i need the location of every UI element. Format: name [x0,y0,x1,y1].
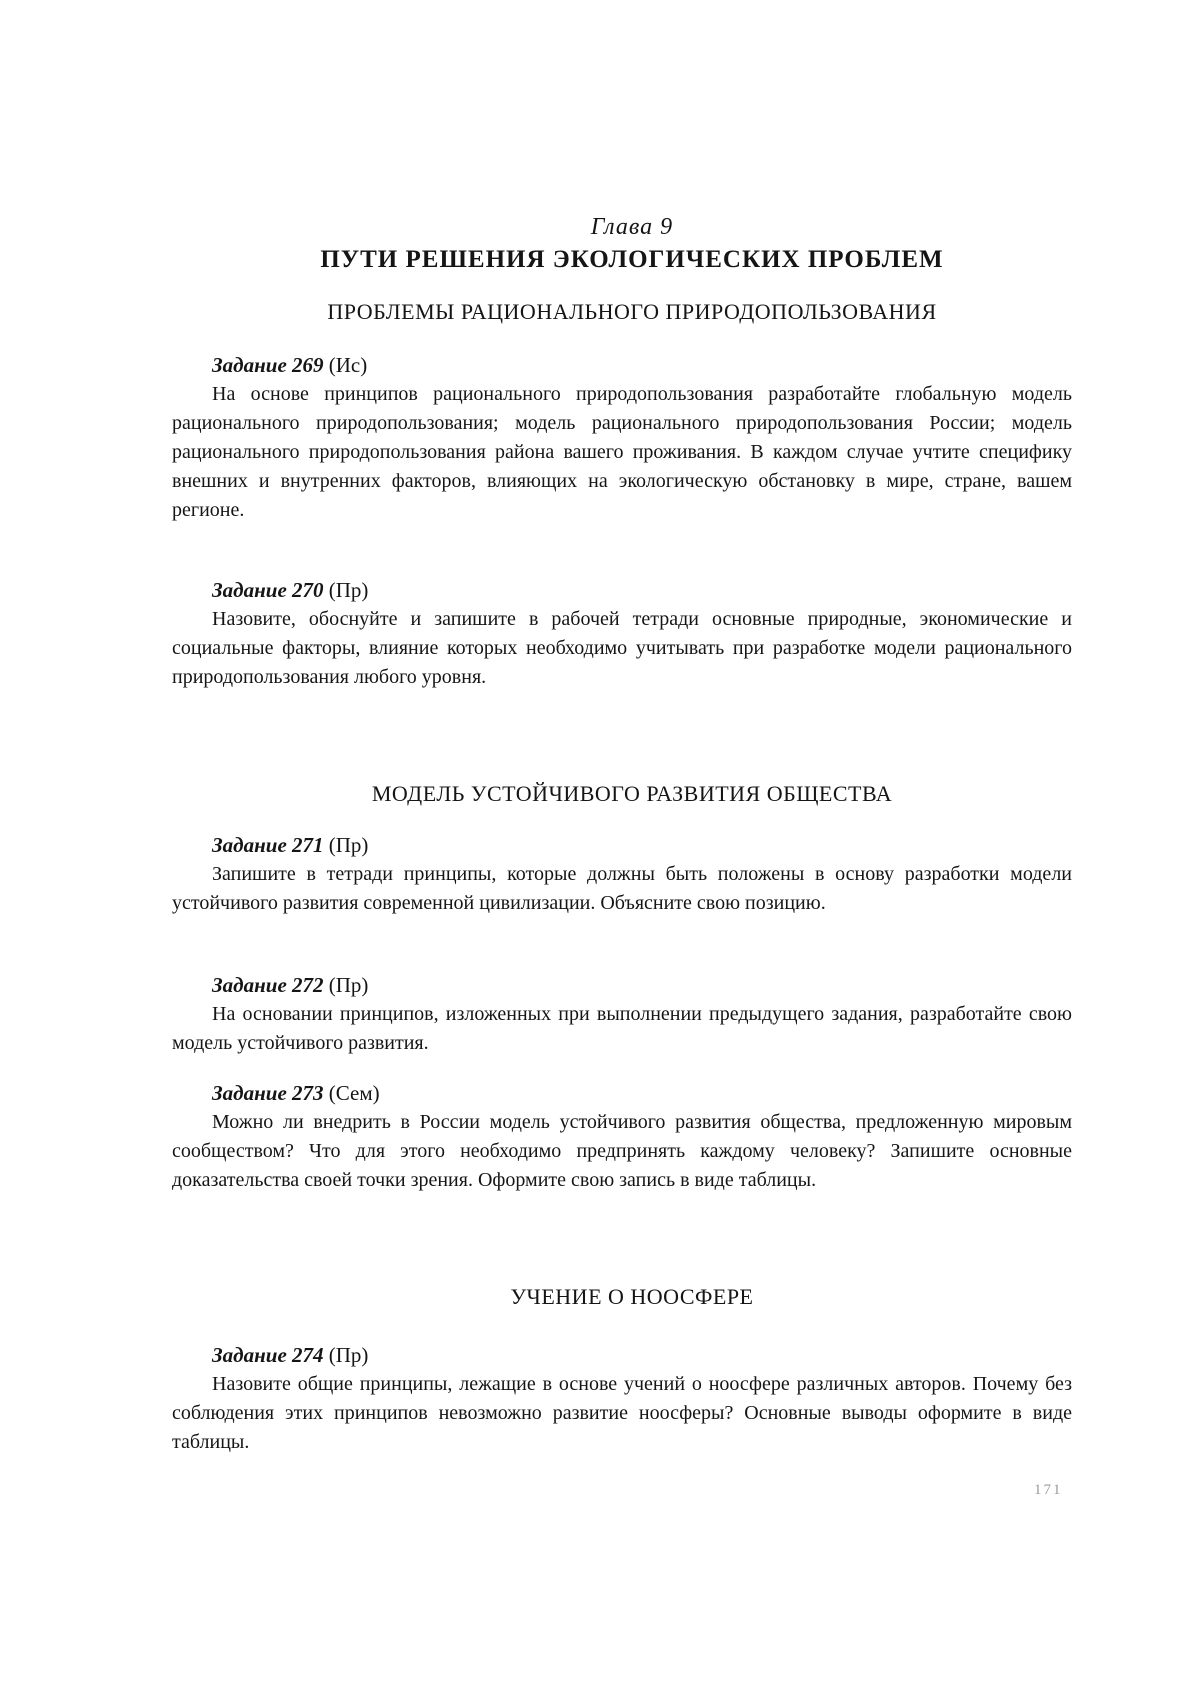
task-271 [172,830,1072,918]
task-type: (Пр) [328,1343,369,1367]
task-269 [172,350,1072,525]
task-type: (Пр) [328,973,369,997]
task-text: На основе принципов рационального природопользования разработайте глобальную модель рационального природопользования; модель рационального природопользования России; модель рационального природопользования района вашего проживания. В каждом случае учтите специфику внешних и внутренних факторов, влияющих на экологическую обстановку в мире, стране, вашем регионе. [172,383,1072,521]
task-name: Задание 270 [212,578,324,602]
section-title-noosphere: УЧЕНИЕ О НООСФЕРЕ [510,1284,754,1309]
chapter-label: Глава 9 [590,214,674,240]
task-text: На основании принципов, изложенных при выполнении предыдущего задания, разработайте свою модель устойчивого развития. [172,1003,1072,1054]
task-274 [172,1340,1072,1457]
task-type: (Ис) [328,353,368,377]
task-text: Можно ли внедрить в России модель устойчивого развития общества, предложенную мировым сообществом? Что для этого необходимо предпринять каждому человеку? Запишите основные доказательства своей точки зрения. Оформите свою запись в виде таблицы. [172,1111,1072,1191]
task-type: (Пр) [328,578,369,602]
task-name: Задание 272 [212,973,324,997]
task-heading [212,970,1072,1000]
task-name: Задание 269 [212,353,324,377]
task-heading [212,1340,1072,1370]
task-272 [172,970,1072,1058]
task-name: Задание 274 [212,1343,324,1367]
section-title-rational-use: ПРОБЛЕМЫ РАЦИОНАЛЬНОГО ПРИРОДОПОЛЬЗОВАНИЯ [327,299,937,324]
task-type: (Пр) [328,833,369,857]
task-text: Запишите в тетради принципы, которые должны быть положены в основу разработки модели устойчивого развития современной цивилизации. Объясните свою позицию. [172,863,1072,914]
task-270 [172,575,1072,692]
task-heading [212,575,1072,605]
chapter-title: ПУТИ РЕШЕНИЯ ЭКОЛОГИЧЕСКИХ ПРОБЛЕМ [320,246,944,273]
task-type: (Сем) [328,1081,380,1105]
task-name: Задание 273 [212,1081,324,1105]
task-text: Назовите общие принципы, лежащие в основе учений о ноосфере различных авторов. Почему без соблюдения этих принципов невозможно развитие ноосферы? Основные выводы оформите в виде таблицы. [172,1373,1072,1453]
task-text: Назовите, обоснуйте и запишите в рабочей тетради основные природные, экономические и социальные факторы, влияние которых необходимо учитывать при разработке модели рационального природопользования любого уровня. [172,608,1072,688]
task-273 [172,1078,1072,1195]
task-heading [212,1078,1072,1108]
task-name: Задание 271 [212,833,324,857]
page-number: 171 [1034,1482,1063,1498]
task-heading [212,350,1072,380]
task-heading [212,830,1072,860]
section-title-sustainable-development: МОДЕЛЬ УСТОЙЧИВОГО РАЗВИТИЯ ОБЩЕСТВА [371,781,893,806]
